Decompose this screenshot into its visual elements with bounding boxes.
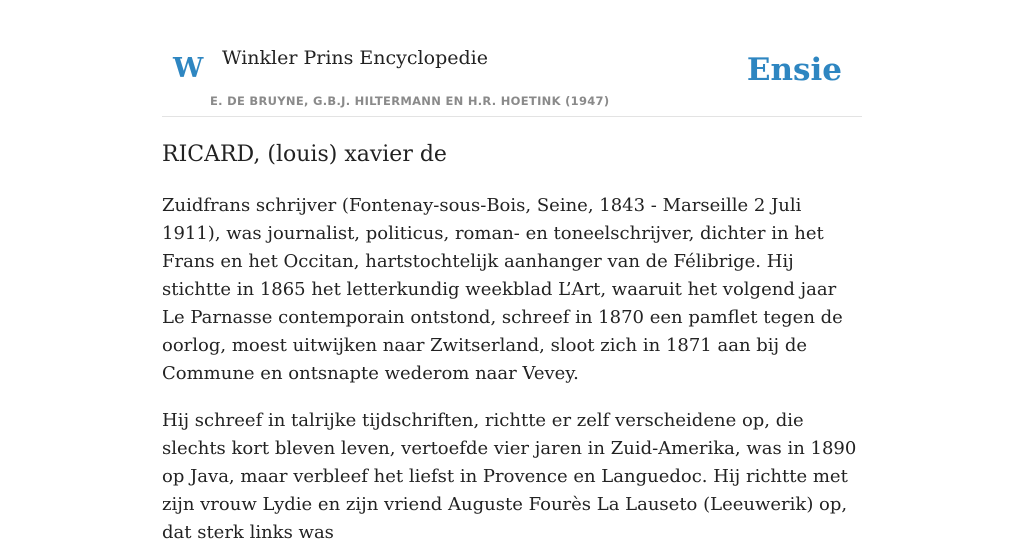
article-paragraph-1: Zuidfrans schrijver (Fontenay-sous-Bois, Seine, 1843 - Marseille 2 Juli 1911), was journalist, politicus, roman- en toneelschrijver, dichter in het Frans en het Occitan, hartstochtelijk aanhanger van de Félibrige. Hij stichtte in 1865 het letterkundig weekblad L’Art, waaruit het volgend jaar Le Parnasse contemporain ontstond, schreef in 1870 een pamflet tegen de oorlog, moest uitwijken naar Zwitserland, sloot zich in 1871 aan bij de Commune en ontsnapte wederom naar Vevey. (162, 195, 843, 384)
publication-logo-icon[interactable]: W (173, 53, 204, 84)
ensie-logo[interactable]: Ensie (746, 52, 842, 88)
article-title: RICARD, (louis) xavier de (162, 142, 447, 167)
article (162, 140, 862, 547)
article-paragraph-2: Hij schreef in talrijke tijdschriften, richtte er zelf verscheidene op, die slechts kort bleven leven, vertoefde vier jaren in Zuid-Amerika, was in 1890 op Java, maar verbleef het liefst in Provence en Languedoc. Hij richtte met zijn vrouw Lydie en zijn vriend Auguste Fourès La Lauseto (Leeuwerik) op, dat sterk links was (162, 410, 857, 543)
publication-authors: E. DE BRUYNE, G.B.J. HILTERMANN EN H.R. HOETINK (1947) (210, 94, 610, 108)
site-header (162, 0, 862, 117)
publication-title[interactable]: Winkler Prins Encyclopedie (222, 47, 488, 69)
